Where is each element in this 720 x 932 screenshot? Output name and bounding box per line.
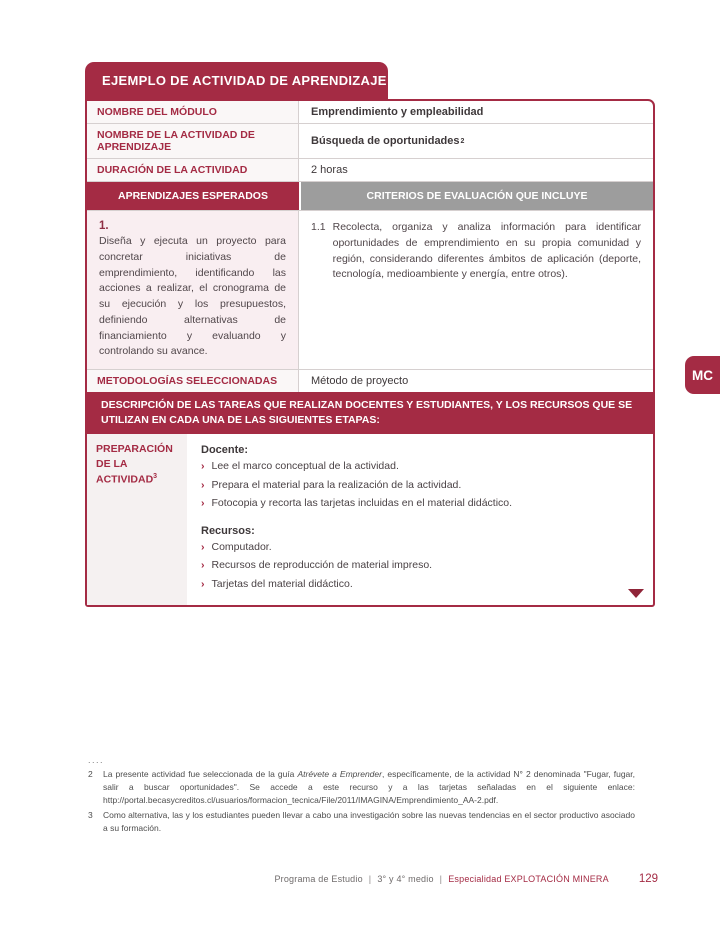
expected-learning-header: APRENDIZAJES ESPERADOS	[87, 182, 299, 210]
footnote-3	[88, 809, 635, 835]
preparation-content	[187, 434, 653, 604]
footnote-3-number: 3	[88, 810, 93, 821]
footnote-separator: ....	[88, 755, 105, 765]
expected-learning-number: 1.	[99, 220, 109, 232]
chapter-side-tab	[685, 356, 720, 394]
footnote-2-before: La presente actividad fue seleccionada de la guía	[103, 769, 298, 779]
module-name-text: Emprendimiento y empleabilidad	[311, 106, 484, 118]
duration-value	[299, 159, 653, 181]
preparation-footnote-ref: 3	[153, 472, 158, 480]
footer-divider: |	[439, 874, 443, 884]
activity-name-row	[87, 124, 653, 159]
preparation-row	[87, 434, 653, 604]
page-number: 129	[638, 873, 658, 885]
footer-program: Programa de Estudio	[274, 874, 363, 884]
table-continues-arrow-icon	[628, 589, 644, 598]
arrow-bullet-icon: ›	[201, 541, 205, 554]
tasks-description-header: DESCRIPCIÓN DE LAS TAREAS QUE REALIZAN DOCENTES Y ESTUDIANTES, Y LOS RECURSOS QUE SE UTILIZAN EN CADA UNA DE LAS SIGUIENTES ETAPAS:	[87, 392, 653, 434]
arrow-bullet-icon: ›	[201, 478, 205, 491]
evaluation-criteria-header: CRITERIOS DE EVALUACIÓN QUE INCLUYE	[299, 182, 653, 210]
activity-table-body	[85, 99, 655, 607]
list-item	[201, 478, 639, 493]
footer-divider: |	[368, 874, 372, 884]
footnote-2	[88, 768, 635, 806]
teacher-item-text: Prepara el material para la realización de la actividad.	[211, 478, 462, 491]
resources-section-title: Recursos:	[201, 525, 255, 538]
resource-item-text: Computador.	[211, 541, 272, 554]
duration-row	[87, 159, 653, 182]
page-footer	[0, 873, 658, 885]
teacher-item-text: Lee el marco conceptual de la actividad.	[211, 460, 399, 473]
arrow-bullet-icon: ›	[201, 460, 205, 473]
criteria-column-headers	[87, 182, 653, 211]
methodologies-value	[299, 370, 653, 392]
activity-header-tab	[85, 62, 388, 99]
activity-name-value	[299, 124, 653, 158]
footnote-2-after: , específicamente, de la actividad N° 2 denominada "Fugar, fugar, salir a buscar oportunidades". Se accede a este recurso y a las tarjetas señaladas en el siguiente enlace: http://portal.becasycreditos.cl/usuarios/formacion_tecnica/File/2011/IMAGINA/Emprendimiento_AA-2.pdf.	[103, 769, 635, 805]
activity-name-label: NOMBRE DE LA ACTIVIDAD DE APRENDIZAJE	[87, 124, 299, 158]
teacher-item-text: Fotocopia y recorta las tarjetas incluidas en el material didáctico.	[211, 496, 513, 509]
footer-specialty: Especialidad EXPLOTACIÓN MINERA	[448, 874, 609, 884]
arrow-bullet-icon: ›	[201, 496, 205, 509]
duration-label: DURACIÓN DE LA ACTIVIDAD	[87, 159, 299, 181]
list-item	[201, 558, 639, 573]
methodologies-text: Método de proyecto	[311, 375, 409, 387]
footnotes-block	[88, 756, 635, 835]
list-item	[201, 540, 639, 555]
chapter-side-tab-label: MC	[692, 367, 713, 383]
footnote-2-guide-title: Atrévete a Emprender	[297, 769, 382, 779]
expected-learning-cell	[87, 211, 299, 369]
methodologies-label: METODOLOGÍAS SELECCIONADAS	[87, 370, 299, 392]
resource-item-text: Recursos de reproducción de material impreso.	[211, 559, 433, 572]
evaluation-criteria-cell	[299, 211, 653, 369]
list-item	[201, 496, 639, 511]
module-name-label: NOMBRE DEL MÓDULO	[87, 101, 299, 123]
footer-grade: 3° y 4° medio	[377, 874, 434, 884]
criteria-number: 1.1	[311, 221, 326, 233]
preparation-label-text: PREPARACIÓN DE LA ACTIVIDAD	[96, 443, 173, 486]
activity-name-text: Búsqueda de oportunidades	[311, 135, 460, 147]
activity-example-table	[85, 62, 655, 607]
list-item	[201, 577, 639, 592]
preparation-label	[87, 434, 187, 604]
arrow-bullet-icon: ›	[201, 577, 205, 590]
list-item	[201, 459, 639, 474]
activity-name-footnote-ref: 2	[460, 137, 465, 145]
footnote-2-number: 2	[88, 769, 93, 779]
duration-text: 2 horas	[311, 164, 348, 176]
module-name-value	[299, 101, 653, 123]
learning-criteria-row	[87, 211, 653, 370]
activity-header-title: EJEMPLO DE ACTIVIDAD DE APRENDIZAJE	[102, 73, 387, 88]
footer-breadcrumb	[274, 874, 608, 884]
expected-learning-text: Diseña y ejecuta un proyecto para concretar iniciativas de emprendimiento, identificando las acciones a realizar, el cronograma de su ejecución y los presupuestos, definiendo alternativas de financiamiento y evaluando y controlando su avance.	[99, 235, 286, 358]
footnote-2-text	[103, 768, 635, 806]
footnote-3-text: Como alternativa, las y los estudiantes pueden llevar a cabo una investigación sobre las nuevas tendencias en el sector productivo asociado a su formación.	[103, 810, 635, 833]
methodologies-row	[87, 370, 653, 392]
resource-item-text: Tarjetas del material didáctico.	[211, 577, 353, 590]
module-name-row	[87, 101, 653, 124]
teacher-section-title: Docente:	[201, 444, 249, 457]
arrow-bullet-icon: ›	[201, 559, 205, 572]
criteria-text: Recolecta, organiza y analiza información para identificar oportunidades de emprendimiento en su propia comunidad y región, considerando diferentes ámbitos de aplicación (deporte, tecnología, medioambiente y energía, entre otros).	[332, 221, 641, 281]
